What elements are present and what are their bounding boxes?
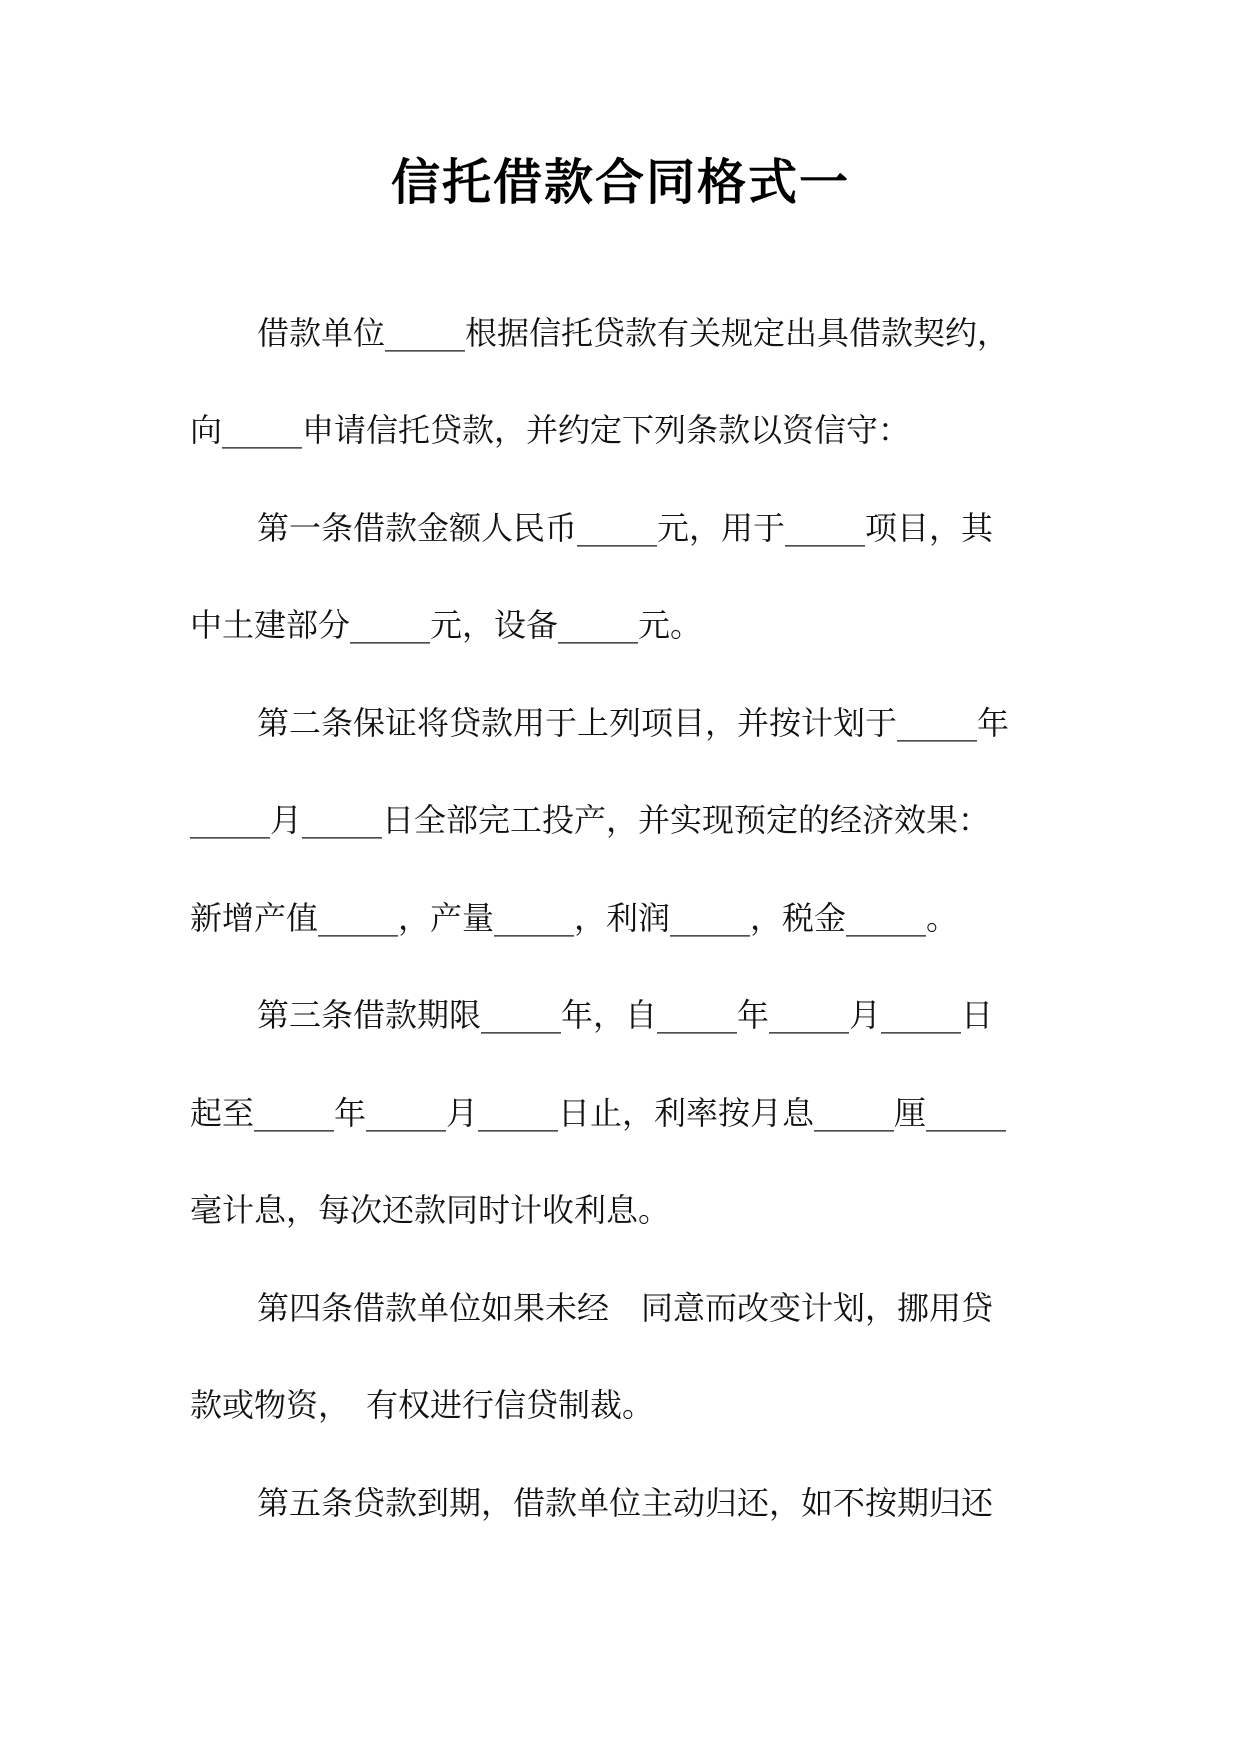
paragraph-intro-line-1: 借款单位_____根据信托贷款有关规定出具借款契约，	[257, 314, 1010, 352]
article-4-line-2: 款或物资， 有权进行信贷制裁。	[190, 1386, 655, 1424]
article-3-line-1: 第三条借款期限_____年，自_____年_____月_____日	[257, 996, 994, 1034]
article-1-line-2: 中土建部分_____元，设备_____元。	[190, 606, 703, 644]
article-3-line-3: 毫计息，每次还款同时计收利息。	[190, 1191, 671, 1229]
article-2-line-3: 新增产值_____，产量_____，利润_____，税金_____。	[190, 899, 959, 937]
article-3-line-2: 起至_____年_____月_____日止，利率按月息_____厘_____	[190, 1094, 1007, 1132]
paragraph-intro-line-2: 向_____申请信托贷款，并约定下列条款以资信守：	[190, 411, 911, 449]
article-1-line-1: 第一条借款金额人民币_____元，用于_____项目，其	[257, 509, 994, 547]
article-2-line-2: _____月_____日全部完工投产，并实现预定的经济效果：	[190, 801, 991, 839]
article-5-line-1: 第五条贷款到期，借款单位主动归还，如不按期归还	[257, 1484, 994, 1522]
article-4-line-1: 第四条借款单位如果未经 同意而改变计划，挪用贷	[257, 1289, 994, 1327]
document-title: 信托借款合同格式一	[390, 154, 850, 211]
article-2-line-1: 第二条保证将贷款用于上列项目，并按计划于_____年	[257, 704, 1010, 742]
